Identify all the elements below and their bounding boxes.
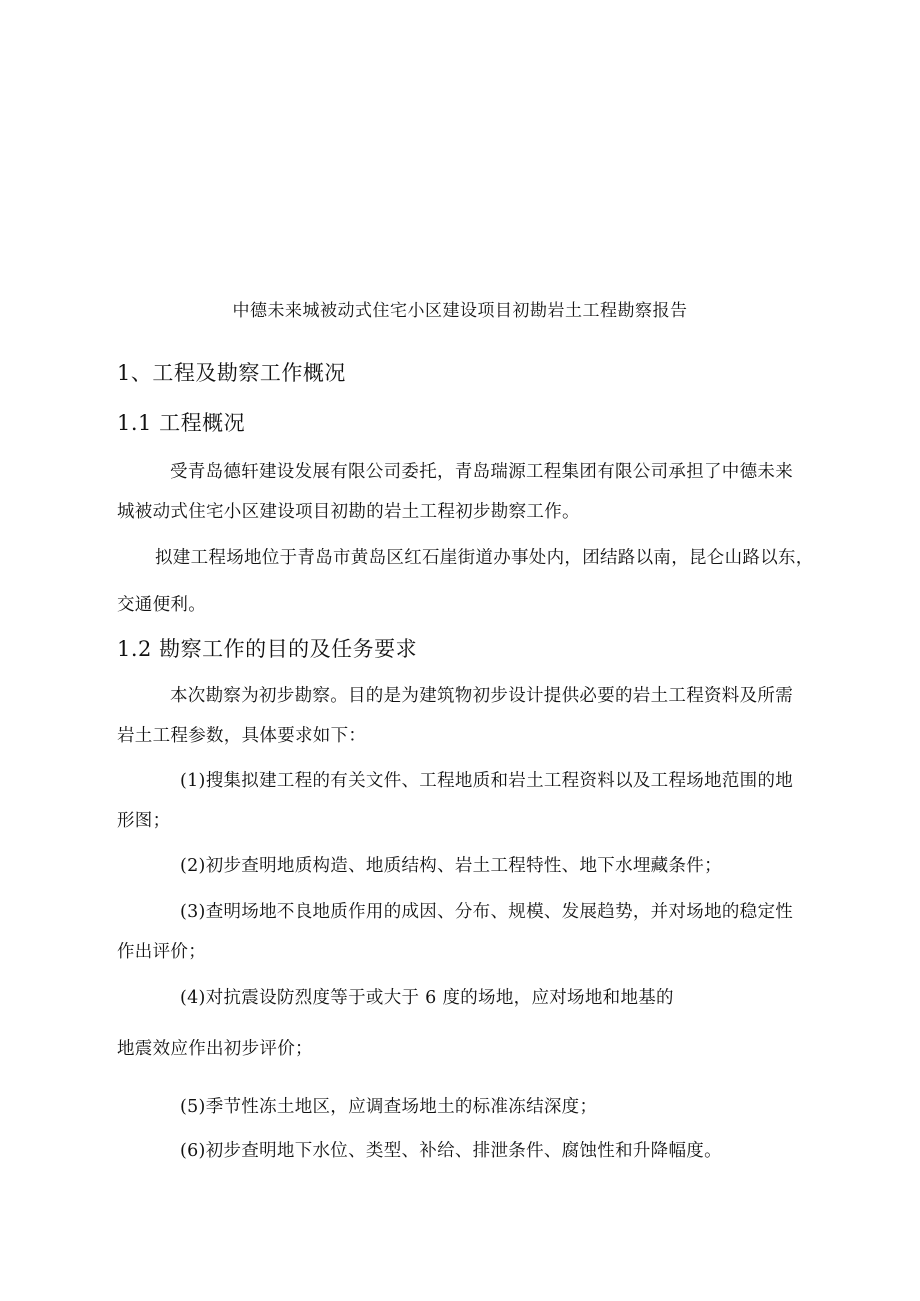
task-intro-line-2: 岩土工程参数，具体要求如下： [117, 726, 367, 746]
task-item-3-line-2: 作出评价； [117, 942, 206, 962]
section-1-1-heading: 1.1 工程概况 [117, 411, 246, 435]
task-item-2: (2)初步查明地质构造、地质结构、岩土工程特性、地下水埋藏条件； [180, 856, 722, 876]
task-item-4-line-2: 地震效应作出初步评价； [117, 1039, 313, 1059]
section-1-2-heading: 1.2 勘察工作的目的及任务要求 [117, 637, 418, 661]
overview-paragraph-1-line-1: 受青岛德轩建设发展有限公司委托，青岛瑞源工程集团有限公司承担了中德未来 [170, 462, 793, 482]
report-title: 中德未来城被动式住宅小区建设项目初勘岩土工程勘察报告 [232, 301, 688, 321]
overview-paragraph-2-line-2: 交通便利。 [117, 595, 206, 615]
task-item-1-line-2: 形图； [117, 811, 171, 831]
task-item-5: (5)季节性冻土地区，应调查场地土的标准冻结深度； [180, 1097, 598, 1117]
section-1-heading: 1、工程及勘察工作概况 [117, 361, 346, 385]
task-item-3-line-1: (3)查明场地不良地质作用的成因、分布、规模、发展趋势，并对场地的稳定性 [180, 902, 794, 922]
task-intro-line-1: 本次勘察为初步勘察。目的是为建筑物初步设计提供必要的岩土工程资料及所需 [170, 686, 793, 706]
task-item-4-line-1: (4)对抗震设防烈度等于或大于 6 度的场地，应对场地和地基的 [180, 988, 674, 1008]
task-item-1-line-1: (1)搜集拟建工程的有关文件、工程地质和岩土工程资料以及工程场地范围的地 [180, 771, 794, 791]
overview-paragraph-1-line-2: 城被动式住宅小区建设项目初勘的岩土工程初步勘察工作。 [117, 502, 580, 522]
task-item-6: (6)初步查明地下水位、类型、补给、排泄条件、腐蚀性和升降幅度。 [180, 1141, 722, 1161]
overview-paragraph-2-line-1: 拟建工程场地位于青岛市黄岛区红石崖街道办事处内，团结路以南，昆仑山路以东， [155, 548, 814, 568]
